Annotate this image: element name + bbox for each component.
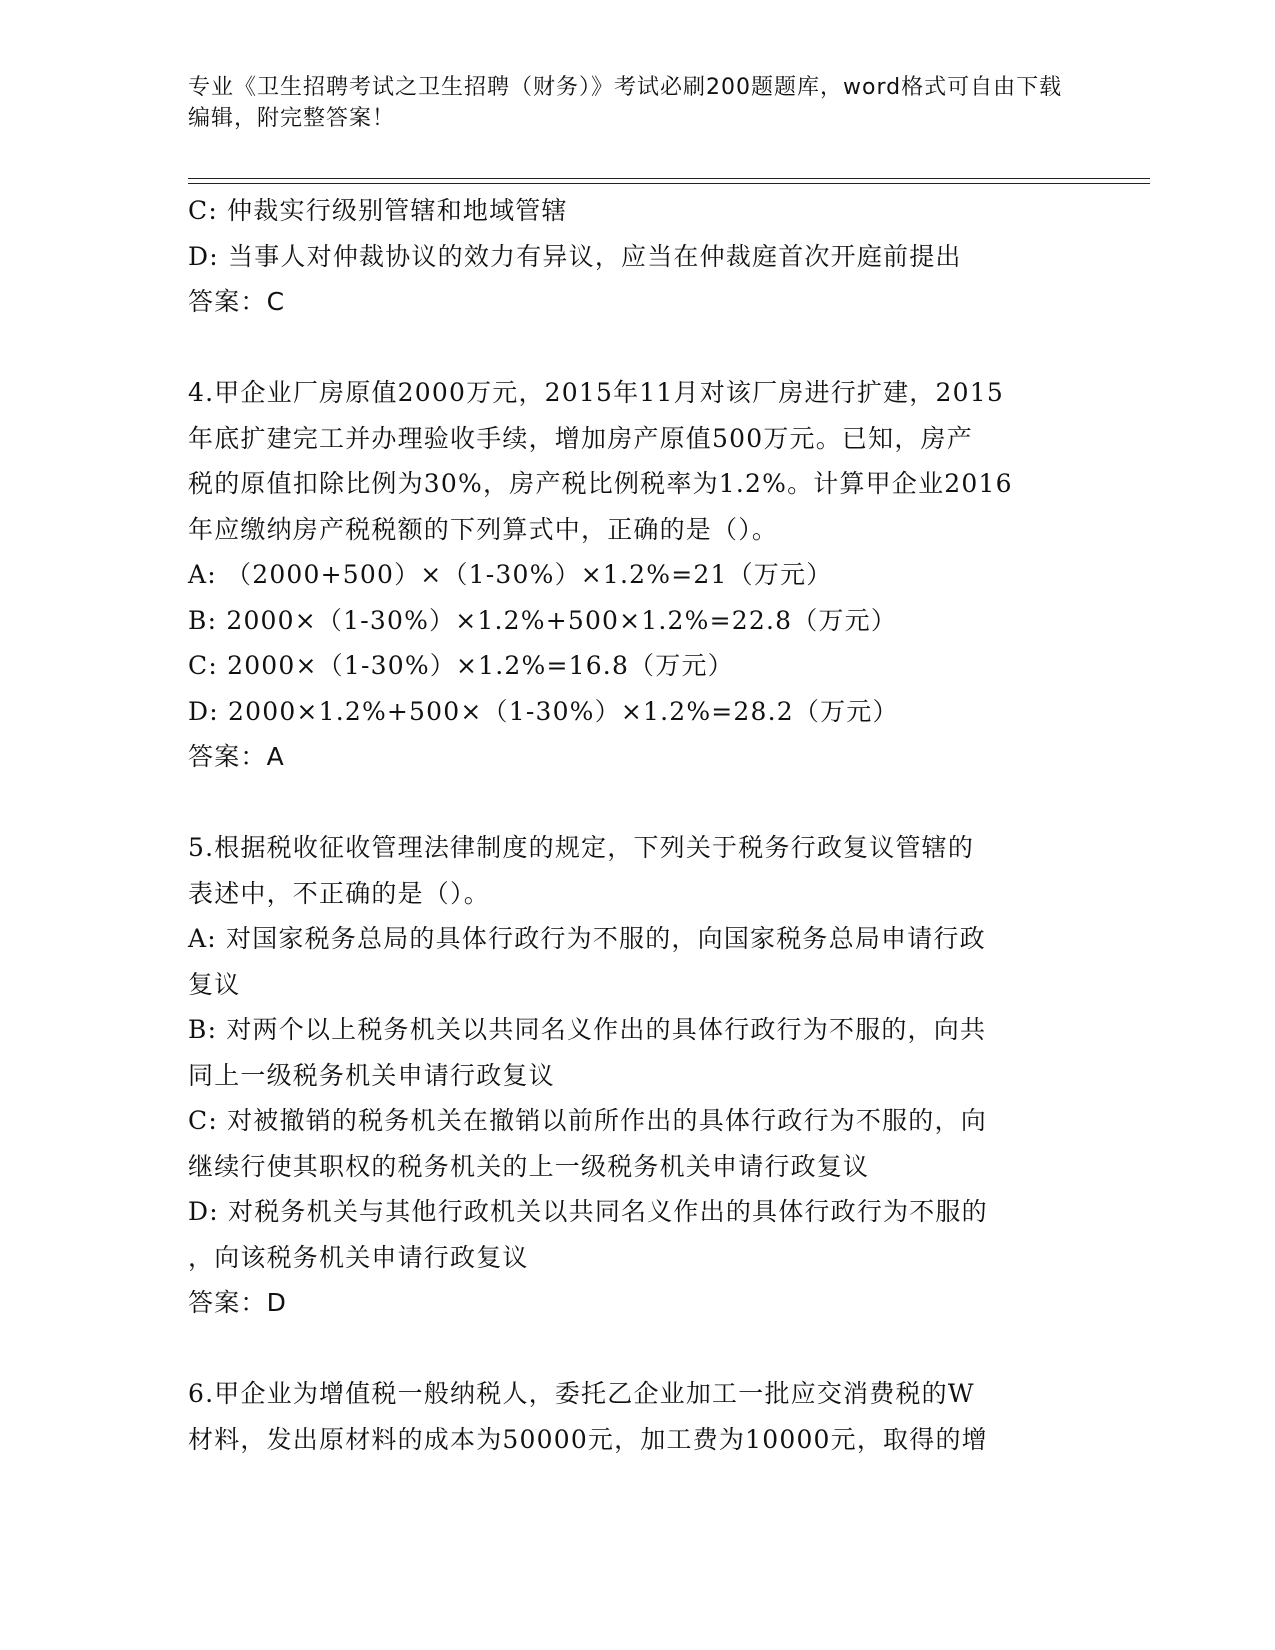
option-a: A: （2000+500）×（1-30%）×1.2%=21（万元） [188,560,833,589]
question-stem: 表述中，不正确的是（）。 [188,878,490,908]
question-3-tail [188,188,1068,325]
header-divider-thin [188,183,1150,184]
option-d: D: 对税务机关与其他行政机关以共同名义作出的具体行政行为不服的 [188,1197,988,1226]
question-stem: 4.甲企业厂房原值2000万元，2015年11月对该厂房进行扩建，2015 [188,378,1004,407]
answer: 答案：D [188,1288,288,1317]
spacer [188,780,1068,826]
option-d: ，向该税务机关申请行政复议 [188,1242,529,1272]
answer: 答案：A [188,742,285,771]
question-stem: 年应缴纳房产税税额的下列算式中，正确的是（）。 [188,514,779,544]
option-c: C: 2000×（1-30%）×1.2%=16.8（万元） [188,651,734,680]
option-b: 同上一级税务机关申请行政复议 [188,1060,555,1090]
question-4 [188,370,1068,780]
question-stem: 6.甲企业为增值税一般纳税人，委托乙企业加工一批应交消费税的W [188,1379,975,1408]
page-header [188,72,1068,134]
question-stem: 5.根据税收征收管理法律制度的规定，下列关于税务行政复议管辖的 [188,833,975,862]
option-c: C: 仲裁实行级别管辖和地域管辖 [188,196,568,225]
question-stem: 材料，发出原材料的成本为50000元，加工费为10000元，取得的增 [188,1424,988,1454]
question-6 [188,1371,1068,1462]
question-stem: 税的原值扣除比例为30%，房产税比例税率为1.2%。计算甲企业2016 [188,469,1013,498]
document-body [188,188,1068,1462]
option-d: D: 2000×1.2%+500×（1-30%）×1.2%=28.2（万元） [188,696,899,726]
question-stem: 年底扩建完工并办理验收手续，增加房产原值500万元。已知，房产 [188,423,973,453]
spacer [188,1326,1068,1372]
option-a: A: 对国家税务总局的具体行政行为不服的，向国家税务总局申请行政 [188,924,986,953]
option-c: C: 对被撤销的税务机关在撤销以前所作出的具体行政行为不服的，向 [188,1106,987,1135]
option-b: B: 对两个以上税务机关以共同名义作出的具体行政行为不服的，向共 [188,1015,987,1044]
question-5 [188,825,1068,1326]
header-divider [188,178,1150,179]
option-b: B: 2000×（1-30%）×1.2%+500×1.2%=22.8（万元） [188,605,898,635]
header-title: 专业《卫生招聘考试之卫生招聘（财务）》考试必刷200题题库，word格式可自由下载编辑，附完整答案！ [188,75,1063,131]
option-c: 继续行使其职权的税务机关的上一级税务机关申请行政复议 [188,1151,870,1181]
option-d: D: 当事人对仲裁协议的效力有异议，应当在仲裁庭首次开庭前提出 [188,241,962,271]
answer: 答案：C [188,287,286,316]
option-a: 复议 [188,969,241,999]
spacer [188,325,1068,371]
